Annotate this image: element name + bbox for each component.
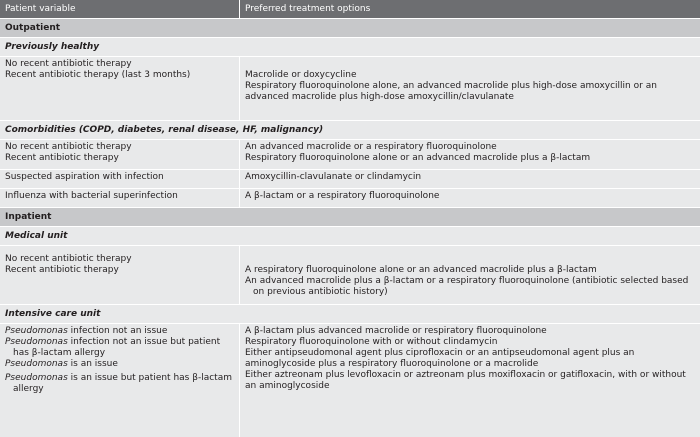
patient-variable-cell [0,57,240,120]
treatment-text: Respiratory fluoroquinolone with or without clindamycin [245,336,498,347]
patient-variable-cell [0,324,240,437]
pseudomonas-text: Pseudomonas [5,336,68,347]
pseudomonas-text: Pseudomonas [5,372,68,383]
variable-text: infection not an issue [70,326,168,336]
patient-variable-cell [0,246,240,304]
patient-variable-cell: Suspected aspiration with infection [0,170,240,188]
treatment-text: A respiratory fluoroquinolone alone or an advanced macrolide plus a β-lactam [245,265,597,275]
treatment-text: Either aztreonam plus levofloxacin or aztreonam plus moxifloxacin or gatifloxacin, with or without an aminoglycoside [245,369,686,391]
treatment-cell [240,57,700,120]
subsection-intensive-care-unit: Intensive care unit [0,304,700,323]
subsection-comorbidities: Comorbidities (COPD, diabetes, renal disease, HF, malignancy) [0,120,700,139]
subsection-medical-unit: Medical unit [0,226,700,245]
pseudomonas-text: Pseudomonas [5,358,68,369]
variable-text: No recent antibiotic therapy [5,142,132,152]
variable-text: No recent antibiotic therapy [5,254,132,264]
table-row [0,245,700,304]
patient-variable-cell: Influenza with bacterial superinfection [0,189,240,207]
variable-text: is an issue but patient has β-lactam allergy [13,372,232,394]
section-inpatient: Inpatient [0,207,700,226]
treatment-cell [240,140,700,169]
treatment-text: A β-lactam plus advanced macrolide or respiratory fluoroquinolone [245,326,547,336]
treatment-text: An advanced macrolide plus a β-lactam or a respiratory fluoroquinolone (antibiotic selected based on previous antibiotic history) [245,275,689,297]
table-header [0,0,700,18]
header-treatment-options: Preferred treatment options [245,3,371,14]
table-row [0,323,700,437]
treatment-text: Respiratory fluoroquinolone alone, an advanced macrolide plus high-dose amoxycillin or an advanced macrolide plus high-dose amoxycillin/clavulanate [245,80,657,102]
header-patient-variable: Patient variable [0,0,240,18]
treatment-text: Macrolide or doxycycline [245,70,357,80]
variable-text: No recent antibiotic therapy [5,59,132,69]
treatment-cell [240,324,700,437]
treatment-text: Either antipseudomonal agent plus ciprofloxacin or an antipseudomonal agent plus an aminoglycoside plus a respiratory fluoroquinolone or a macrolide [245,347,635,369]
treatment-cell: A β-lactam or a respiratory fluoroquinolone [245,191,440,201]
pseudomonas-text: Pseudomonas [5,326,68,336]
treatment-text: An advanced macrolide or a respiratory fluoroquinolone [245,142,497,152]
variable-text: Recent antibiotic therapy (last 3 months) [5,69,191,80]
table-row [0,139,700,169]
variable-text: Recent antibiotic therapy [5,264,119,275]
variable-text: infection not an issue but patient has β-lactam allergy [13,336,221,358]
variable-text: Recent antibiotic therapy [5,152,119,163]
patient-variable-cell [0,140,240,169]
variable-text: is an issue [70,358,118,369]
subsection-previously-healthy: Previously healthy [0,37,700,56]
table-row [0,188,700,207]
treatment-text: Respiratory fluoroquinolone alone or an advanced macrolide plus a β-lactam [245,152,591,163]
table-row [0,56,700,120]
treatment-cell [240,246,700,304]
treatment-cell: Amoxycillin-clavulanate or clindamycin [245,172,422,182]
section-outpatient: Outpatient [0,18,700,37]
table-row [0,169,700,188]
